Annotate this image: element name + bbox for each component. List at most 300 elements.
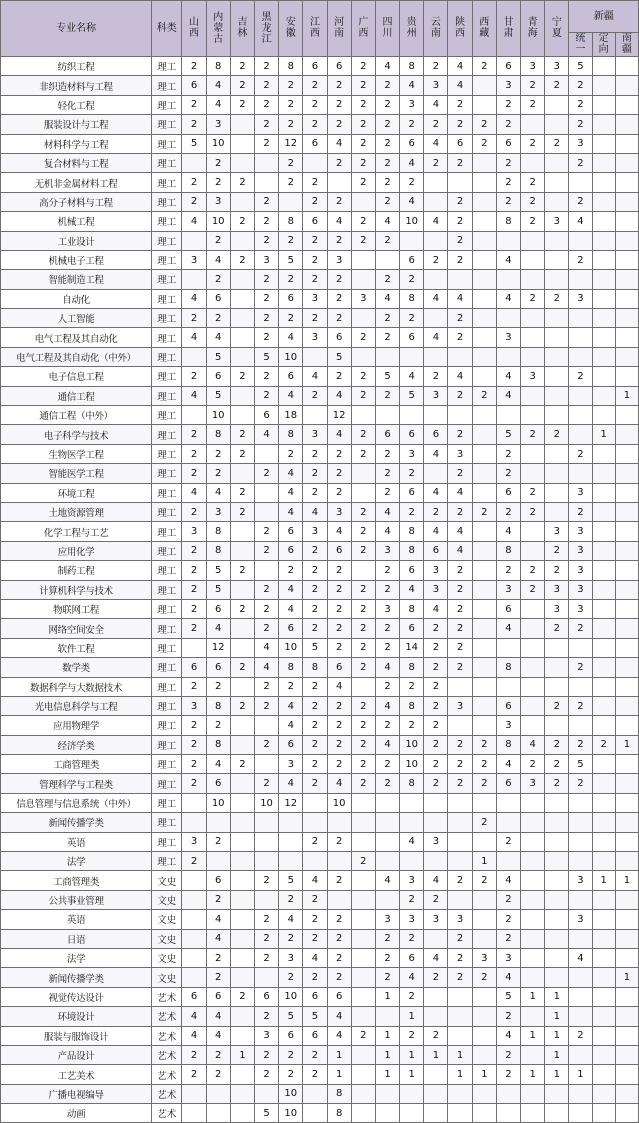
- quota-cell: [230, 1007, 254, 1026]
- major-name-cell: 机械工程: [1, 212, 152, 231]
- quota-cell: 2: [424, 774, 448, 793]
- quota-cell: [615, 832, 638, 851]
- quota-cell: 2: [424, 890, 448, 909]
- table-row: [1, 464, 639, 483]
- quota-cell: [569, 813, 592, 832]
- quota-cell: 2: [327, 367, 351, 386]
- quota-cell: 2: [254, 774, 278, 793]
- header-province: [521, 1, 545, 57]
- quota-cell: 6: [279, 289, 303, 308]
- quota-cell: 10: [279, 1084, 303, 1103]
- quota-cell: 2: [230, 755, 254, 774]
- quota-cell: 6: [496, 599, 520, 618]
- major-name-cell: 物联网工程: [1, 599, 152, 618]
- quota-cell: 2: [327, 832, 351, 851]
- quota-cell: 2: [279, 677, 303, 696]
- quota-cell: 2: [448, 561, 472, 580]
- category-cell: 理工: [152, 57, 182, 76]
- major-name-cell: 工商管理类: [1, 871, 152, 890]
- quota-cell: 2: [569, 696, 592, 715]
- quota-cell: 2: [182, 444, 206, 463]
- category-cell: 理工: [152, 716, 182, 735]
- quota-cell: 2: [448, 192, 472, 211]
- quota-cell: 3: [545, 599, 569, 618]
- quota-cell: 6: [279, 522, 303, 541]
- header-province: [351, 1, 375, 57]
- quota-cell: [327, 813, 351, 832]
- table-row: [1, 696, 639, 715]
- quota-cell: 4: [496, 367, 520, 386]
- quota-cell: [400, 852, 424, 871]
- quota-cell: 2: [545, 76, 569, 95]
- quota-cell: 1: [448, 1045, 472, 1064]
- quota-cell: [521, 852, 545, 871]
- quota-cell: 2: [182, 561, 206, 580]
- category-cell: 文史: [152, 890, 182, 909]
- quota-cell: 2: [521, 561, 545, 580]
- quota-cell: [448, 347, 472, 366]
- quota-cell: 2: [182, 852, 206, 871]
- quota-cell: [400, 1104, 424, 1123]
- category-cell: 理工: [152, 696, 182, 715]
- quota-cell: 5: [206, 561, 230, 580]
- quota-cell: [182, 1104, 206, 1123]
- table-row: [1, 580, 639, 599]
- quota-cell: [472, 890, 496, 909]
- quota-cell: 1: [545, 1026, 569, 1045]
- quota-cell: 2: [472, 968, 496, 987]
- quota-cell: 8: [327, 1084, 351, 1103]
- quota-cell: [592, 852, 615, 871]
- category-cell: 理工: [152, 309, 182, 328]
- quota-cell: 2: [448, 115, 472, 134]
- quota-cell: [472, 832, 496, 851]
- quota-cell: 1: [615, 386, 638, 405]
- quota-cell: 5: [569, 57, 592, 76]
- category-cell: 理工: [152, 95, 182, 114]
- quota-cell: 2: [448, 386, 472, 405]
- quota-cell: 1: [592, 425, 615, 444]
- quota-cell: 2: [375, 231, 399, 250]
- quota-cell: 2: [303, 755, 327, 774]
- quota-cell: 2: [351, 425, 375, 444]
- quota-cell: [351, 793, 375, 812]
- table-row: [1, 502, 639, 521]
- category-cell: 理工: [152, 580, 182, 599]
- quota-cell: 2: [182, 1045, 206, 1064]
- quota-cell: [206, 1084, 230, 1103]
- quota-cell: 2: [303, 444, 327, 463]
- quota-cell: 8: [279, 658, 303, 677]
- quota-cell: 4: [182, 212, 206, 231]
- table-row: [1, 1045, 639, 1064]
- header-province: [279, 1, 303, 57]
- quota-cell: 1: [400, 1007, 424, 1026]
- quota-cell: [351, 832, 375, 851]
- quota-cell: 2: [545, 289, 569, 308]
- quota-cell: 3: [400, 444, 424, 463]
- quota-cell: [303, 813, 327, 832]
- quota-cell: 4: [496, 755, 520, 774]
- header-category: 科类: [152, 1, 182, 57]
- quota-cell: 2: [545, 755, 569, 774]
- quota-cell: [615, 309, 638, 328]
- quota-cell: 2: [351, 755, 375, 774]
- quota-cell: [592, 231, 615, 250]
- quota-cell: [230, 948, 254, 967]
- quota-cell: 2: [351, 386, 375, 405]
- quota-cell: 2: [303, 832, 327, 851]
- quota-cell: 5: [206, 347, 230, 366]
- quota-cell: 2: [375, 580, 399, 599]
- quota-cell: 2: [182, 735, 206, 754]
- quota-cell: 2: [496, 464, 520, 483]
- quota-cell: 2: [424, 115, 448, 134]
- quota-cell: [592, 580, 615, 599]
- quota-cell: 2: [303, 599, 327, 618]
- quota-cell: [521, 522, 545, 541]
- quota-cell: 3: [375, 910, 399, 929]
- quota-cell: 4: [206, 250, 230, 269]
- quota-cell: 4: [279, 328, 303, 347]
- quota-cell: 2: [375, 76, 399, 95]
- major-name-cell: 智能医学工程: [1, 464, 152, 483]
- table-row: [1, 425, 639, 444]
- quota-cell: 4: [206, 95, 230, 114]
- quota-cell: 2: [521, 212, 545, 231]
- quota-cell: 1: [521, 1065, 545, 1084]
- quota-cell: [472, 231, 496, 250]
- quota-cell: [615, 658, 638, 677]
- quota-cell: 2: [472, 134, 496, 153]
- quota-cell: [592, 638, 615, 657]
- quota-cell: [472, 444, 496, 463]
- quota-cell: 3: [448, 910, 472, 929]
- quota-cell: 6: [327, 658, 351, 677]
- quota-cell: 2: [569, 250, 592, 269]
- quota-cell: 2: [496, 1045, 520, 1064]
- quota-cell: [615, 328, 638, 347]
- major-name-cell: 服装设计与工程: [1, 115, 152, 134]
- table-row: [1, 968, 639, 987]
- category-cell: 理工: [152, 425, 182, 444]
- quota-cell: [615, 852, 638, 871]
- quota-cell: [303, 1084, 327, 1103]
- quota-cell: [472, 541, 496, 560]
- quota-cell: 3: [569, 599, 592, 618]
- quota-cell: 2: [424, 502, 448, 521]
- quota-cell: [545, 250, 569, 269]
- header-province: [303, 1, 327, 57]
- quota-cell: 1: [375, 1065, 399, 1084]
- table-row: [1, 522, 639, 541]
- quota-cell: 2: [303, 619, 327, 638]
- quota-cell: 2: [327, 270, 351, 289]
- quota-cell: 2: [351, 541, 375, 560]
- quota-cell: [569, 173, 592, 192]
- quota-cell: [592, 367, 615, 386]
- quota-cell: 2: [400, 677, 424, 696]
- header-province: [182, 1, 206, 57]
- quota-cell: 2: [303, 483, 327, 502]
- quota-cell: 4: [327, 134, 351, 153]
- quota-cell: [182, 153, 206, 172]
- quota-cell: 2: [448, 580, 472, 599]
- quota-cell: 2: [279, 153, 303, 172]
- quota-cell: 3: [569, 871, 592, 890]
- quota-cell: [400, 1084, 424, 1103]
- quota-cell: 2: [351, 716, 375, 735]
- quota-cell: 4: [254, 425, 278, 444]
- quota-cell: [182, 793, 206, 812]
- quota-cell: 2: [303, 910, 327, 929]
- quota-cell: [182, 813, 206, 832]
- quota-cell: 2: [182, 619, 206, 638]
- quota-cell: 2: [521, 580, 545, 599]
- quota-cell: 5: [327, 347, 351, 366]
- category-cell: 理工: [152, 813, 182, 832]
- quota-cell: 3: [375, 599, 399, 618]
- quota-cell: 2: [327, 231, 351, 250]
- quota-cell: [230, 386, 254, 405]
- quota-cell: 2: [254, 76, 278, 95]
- table-body: [1, 57, 639, 1123]
- quota-cell: 2: [327, 309, 351, 328]
- quota-cell: [569, 638, 592, 657]
- quota-cell: 2: [375, 309, 399, 328]
- quota-cell: 6: [424, 541, 448, 560]
- quota-cell: 2: [182, 755, 206, 774]
- header-province: [424, 1, 448, 57]
- quota-cell: [496, 309, 520, 328]
- quota-cell: 4: [303, 948, 327, 967]
- quota-cell: 2: [303, 464, 327, 483]
- quota-cell: 8: [206, 541, 230, 560]
- quota-cell: [615, 1084, 638, 1103]
- quota-cell: 4: [448, 76, 472, 95]
- quota-cell: [521, 386, 545, 405]
- quota-cell: [448, 716, 472, 735]
- quota-cell: 3: [569, 561, 592, 580]
- category-cell: 理工: [152, 755, 182, 774]
- quota-cell: [182, 270, 206, 289]
- quota-cell: [472, 987, 496, 1006]
- quota-cell: 2: [254, 735, 278, 754]
- quota-cell: 3: [424, 580, 448, 599]
- quota-cell: 1: [592, 871, 615, 890]
- quota-cell: [230, 774, 254, 793]
- quota-cell: [254, 890, 278, 909]
- quota-cell: 2: [230, 502, 254, 521]
- quota-cell: 2: [303, 231, 327, 250]
- quota-cell: [615, 599, 638, 618]
- quota-cell: [472, 793, 496, 812]
- category-cell: 理工: [152, 541, 182, 560]
- quota-cell: 2: [327, 696, 351, 715]
- quota-cell: 3: [424, 910, 448, 929]
- quota-cell: 6: [206, 289, 230, 308]
- header-province-label: 广 西: [358, 17, 369, 39]
- quota-cell: [472, 153, 496, 172]
- quota-cell: 8: [400, 774, 424, 793]
- quota-cell: 5: [279, 1007, 303, 1026]
- major-name-cell: 视觉传达设计: [1, 987, 152, 1006]
- quota-cell: [615, 561, 638, 580]
- quota-cell: [545, 444, 569, 463]
- quota-cell: [592, 599, 615, 618]
- table-row: [1, 250, 639, 269]
- category-cell: 文史: [152, 910, 182, 929]
- quota-cell: 18: [279, 406, 303, 425]
- quota-cell: [375, 1084, 399, 1103]
- quota-cell: 2: [448, 619, 472, 638]
- header-province: [327, 1, 351, 57]
- major-name-cell: 法学: [1, 948, 152, 967]
- quota-cell: 3: [569, 483, 592, 502]
- quota-cell: [545, 328, 569, 347]
- quota-cell: 5: [254, 1104, 278, 1123]
- quota-cell: 2: [375, 638, 399, 657]
- quota-cell: [230, 735, 254, 754]
- table-row: [1, 716, 639, 735]
- major-name-cell: 化学工程与工艺: [1, 522, 152, 541]
- quota-cell: [230, 871, 254, 890]
- quota-cell: 4: [206, 1026, 230, 1045]
- quota-cell: 2: [592, 735, 615, 754]
- quota-cell: [424, 1104, 448, 1123]
- quota-cell: 5: [279, 250, 303, 269]
- quota-cell: [303, 1104, 327, 1123]
- quota-cell: 3: [424, 832, 448, 851]
- quota-cell: 2: [424, 755, 448, 774]
- table-row: [1, 948, 639, 967]
- quota-cell: 5: [400, 386, 424, 405]
- quota-cell: [303, 793, 327, 812]
- quota-cell: [545, 386, 569, 405]
- table-row: [1, 270, 639, 289]
- quota-cell: [592, 406, 615, 425]
- quota-cell: 2: [351, 735, 375, 754]
- quota-cell: 6: [496, 134, 520, 153]
- header-province: [254, 1, 278, 57]
- table-row: [1, 1065, 639, 1084]
- quota-cell: [615, 250, 638, 269]
- quota-cell: 3: [424, 386, 448, 405]
- quota-cell: [327, 890, 351, 909]
- header-province-label: 甘 肃: [503, 17, 514, 39]
- quota-cell: [472, 580, 496, 599]
- quota-cell: [351, 871, 375, 890]
- quota-cell: 2: [206, 890, 230, 909]
- quota-cell: [230, 968, 254, 987]
- quota-cell: 2: [400, 1026, 424, 1045]
- quota-cell: [375, 1007, 399, 1026]
- quota-cell: [472, 309, 496, 328]
- quota-cell: [424, 1065, 448, 1084]
- quota-cell: [592, 153, 615, 172]
- quota-cell: 2: [351, 619, 375, 638]
- quota-cell: [521, 1104, 545, 1123]
- quota-cell: [230, 793, 254, 812]
- quota-cell: 2: [279, 95, 303, 114]
- quota-cell: 5: [279, 871, 303, 890]
- quota-cell: [521, 231, 545, 250]
- quota-cell: 3: [521, 57, 545, 76]
- quota-cell: 2: [400, 502, 424, 521]
- table-row: [1, 57, 639, 76]
- major-name-cell: 英语: [1, 832, 152, 851]
- quota-cell: 3: [569, 522, 592, 541]
- quota-cell: [545, 367, 569, 386]
- quota-cell: 2: [182, 115, 206, 134]
- quota-cell: [615, 638, 638, 657]
- quota-cell: 10: [279, 347, 303, 366]
- quota-cell: 2: [182, 95, 206, 114]
- quota-cell: [375, 852, 399, 871]
- quota-cell: [496, 677, 520, 696]
- quota-cell: [230, 1104, 254, 1123]
- quota-cell: [327, 852, 351, 871]
- quota-cell: 4: [424, 328, 448, 347]
- quota-cell: [279, 192, 303, 211]
- quota-cell: 10: [206, 212, 230, 231]
- category-cell: 理工: [152, 483, 182, 502]
- quota-cell: 4: [206, 910, 230, 929]
- quota-cell: 2: [375, 134, 399, 153]
- quota-cell: [448, 1104, 472, 1123]
- category-cell: 理工: [152, 502, 182, 521]
- quota-cell: 2: [303, 1065, 327, 1084]
- quota-cell: 2: [206, 716, 230, 735]
- major-name-cell: 无机非金属材料工程: [1, 173, 152, 192]
- quota-cell: [592, 948, 615, 967]
- quota-cell: 6: [327, 328, 351, 347]
- quota-cell: 3: [521, 774, 545, 793]
- quota-cell: 2: [327, 483, 351, 502]
- header-province-label: 宁 夏: [551, 17, 562, 39]
- quota-cell: [230, 309, 254, 328]
- quota-cell: [545, 406, 569, 425]
- quota-cell: 4: [424, 289, 448, 308]
- quota-cell: 2: [327, 755, 351, 774]
- quota-cell: 2: [351, 328, 375, 347]
- quota-cell: 2: [424, 1026, 448, 1045]
- quota-cell: 2: [279, 444, 303, 463]
- header-xinjiang-sub-label: 定 向: [598, 33, 609, 55]
- quota-cell: 2: [230, 425, 254, 444]
- quota-cell: 6: [400, 619, 424, 638]
- quota-cell: 2: [279, 173, 303, 192]
- quota-cell: [545, 153, 569, 172]
- quota-cell: [424, 309, 448, 328]
- quota-cell: 4: [448, 541, 472, 560]
- quota-cell: [424, 852, 448, 871]
- quota-cell: 2: [424, 658, 448, 677]
- quota-cell: 2: [351, 173, 375, 192]
- major-name-cell: 服装与服饰设计: [1, 1026, 152, 1045]
- quota-cell: 2: [254, 619, 278, 638]
- quota-cell: [206, 1104, 230, 1123]
- quota-cell: 8: [206, 425, 230, 444]
- quota-cell: 1: [521, 987, 545, 1006]
- category-cell: 理工: [152, 231, 182, 250]
- quota-cell: [424, 406, 448, 425]
- quota-cell: 2: [375, 115, 399, 134]
- quota-cell: [375, 347, 399, 366]
- quota-cell: [424, 1007, 448, 1026]
- quota-cell: [592, 95, 615, 114]
- quota-cell: 4: [279, 386, 303, 405]
